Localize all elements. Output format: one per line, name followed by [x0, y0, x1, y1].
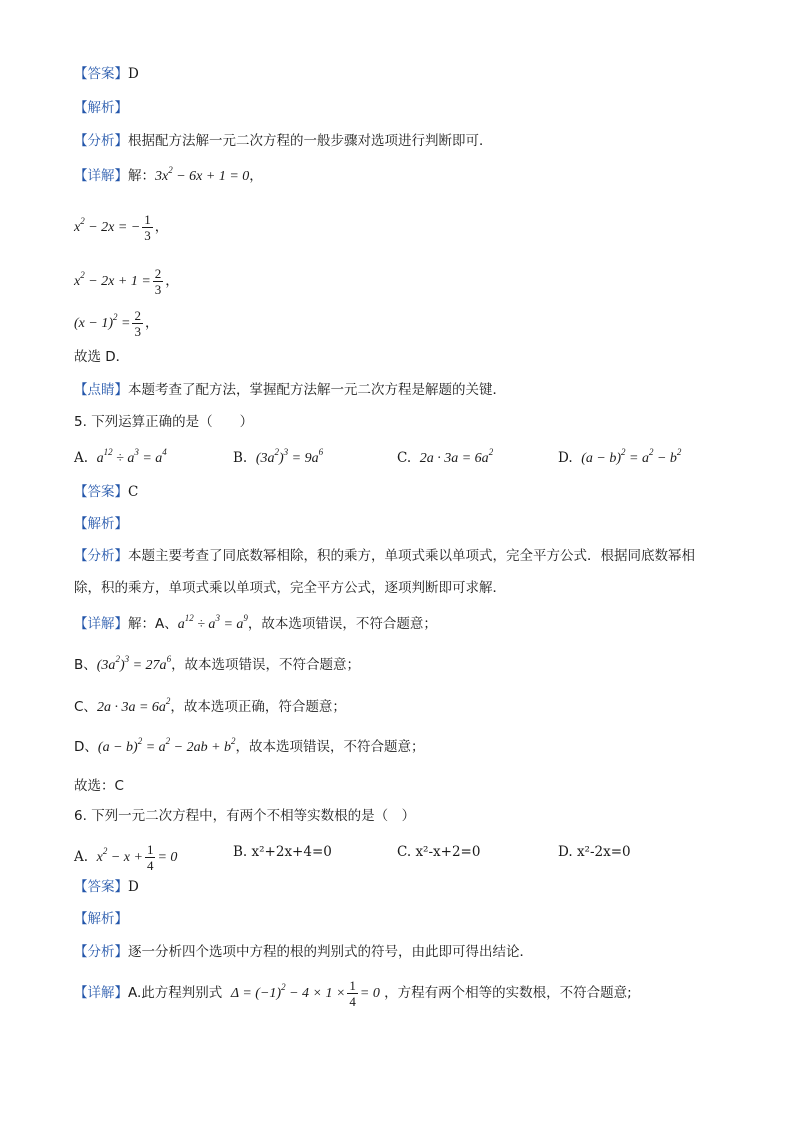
q4-detail-line: 【详解】解：$3x^2 - 6x + 1 = 0$， — [74, 165, 263, 184]
question-number: 6. — [74, 808, 87, 824]
q5-detail-b: B、$(3a^2)^3 = 27a^6$，故本选项错误，不符合题意； — [74, 654, 361, 673]
analysis-tag: 【解析】 — [74, 100, 128, 116]
question-text: 下列运算正确的是（ ） — [91, 414, 254, 430]
answer-value: D — [128, 879, 139, 895]
q4-fenxi-line — [74, 131, 493, 151]
q5-option-a: A. $a^{12} \div a^3 = a^4$ — [74, 447, 167, 466]
q4-step2: $x^2 - 2x + 1$ = $\frac{2}{3}$ ， — [74, 266, 179, 297]
equation: $3x^2 - 6x + 1 = 0$ — [155, 165, 250, 184]
q5-conclusion: 故选：C — [74, 778, 124, 794]
q5-option-b: B. $(3a^2)^3 = 9a^6$ — [233, 447, 324, 466]
q5-option-c: C. $2a \cdot 3a = 6a^2$ — [397, 447, 494, 466]
comment-text: 本题考查了配方法，掌握配方法解一元二次方程是解题的关键． — [128, 382, 506, 398]
fenxi-tag: 【分析】 — [74, 133, 128, 149]
answer-value: C — [128, 484, 139, 500]
q4-comment-line — [74, 380, 506, 400]
q6-option-c: C. x²-x+2=0 — [397, 844, 481, 860]
comment-tag: 【点睛】 — [74, 382, 128, 398]
q6-detail-line: 【详解】A.此方程判别式 $\Delta = (-1)^2 - 4 \times 1$ × $\frac{1}{4}$ = 0 ，方程有两个相等的实数根，不符合题意; — [74, 978, 632, 1009]
q5-fenxi-line1: 【分析】本题主要考查了同底数幂相除，积的乘方，单项式乘以单项式，完全平方公式．根据同底数幂相 — [74, 548, 695, 564]
q5-detail-c: C、$2a \cdot 3a = 6a^2$，故本选项正确，符合题意； — [74, 696, 346, 715]
q4-step1: $x^2 - 2x$ = − $\frac{1}{3}$ ， — [74, 212, 169, 243]
fraction: $\frac{2}{3}$ — [154, 266, 162, 297]
q4-step3: $(x - 1)^2$ = $\frac{2}{3}$ ， — [74, 308, 159, 339]
q4-answer-line — [74, 64, 139, 84]
fenxi-text: 根据配方法解一元二次方程的一般步骤对选项进行判断即可． — [128, 133, 493, 149]
q5-stem — [74, 412, 253, 432]
detail-prefix: 解： — [128, 168, 155, 184]
q5-option-d: D. $(a - b)^2 = a^2 - b^2$ — [558, 447, 682, 466]
fraction: $\frac{2}{3}$ — [134, 308, 141, 339]
analysis-tag: 【解析】 — [74, 516, 128, 532]
q5-fenxi-line2: 除，积的乘方，单项式乘以单项式，完全平方公式，逐项判断即可求解． — [74, 580, 506, 596]
fraction: $\frac{1}{3}$ — [144, 212, 151, 243]
q4-conclusion: 故选 D． — [74, 349, 130, 365]
q6-option-a: A. $x^2 - x$ + $\frac{1}{4}$ = 0 — [74, 842, 178, 873]
q6-option-d: D. x²-2x=0 — [558, 844, 631, 860]
q5-detail-a: 【详解】解：A、$a^{12} \div a^3 = a^9$，故本选项错误，不符合题意； — [74, 613, 437, 632]
detail-tag: 【详解】 — [74, 168, 128, 184]
question-text: 下列一元二次方程中，有两个不相等实数根的是（ ） — [91, 808, 416, 824]
answer-value: D — [128, 66, 139, 82]
question-number: 5. — [74, 414, 87, 430]
q6-fenxi-line: 【分析】逐一分析四个选项中方程的根的判别式的符号，由此即可得出结论． — [74, 944, 533, 960]
q5-answer-line: 【答案】C — [74, 484, 139, 500]
q6-stem — [74, 806, 415, 826]
q6-answer-line: 【答案】D — [74, 879, 139, 895]
q6-option-b: B. x²+2x+4=0 — [233, 844, 332, 860]
answer-tag: 【答案】 — [74, 66, 128, 82]
analysis-tag: 【解析】 — [74, 911, 128, 927]
q5-detail-d: D、$(a - b)^2 = a^2 - 2ab + b^2$，故本选项错误，不符合题意； — [74, 736, 425, 755]
